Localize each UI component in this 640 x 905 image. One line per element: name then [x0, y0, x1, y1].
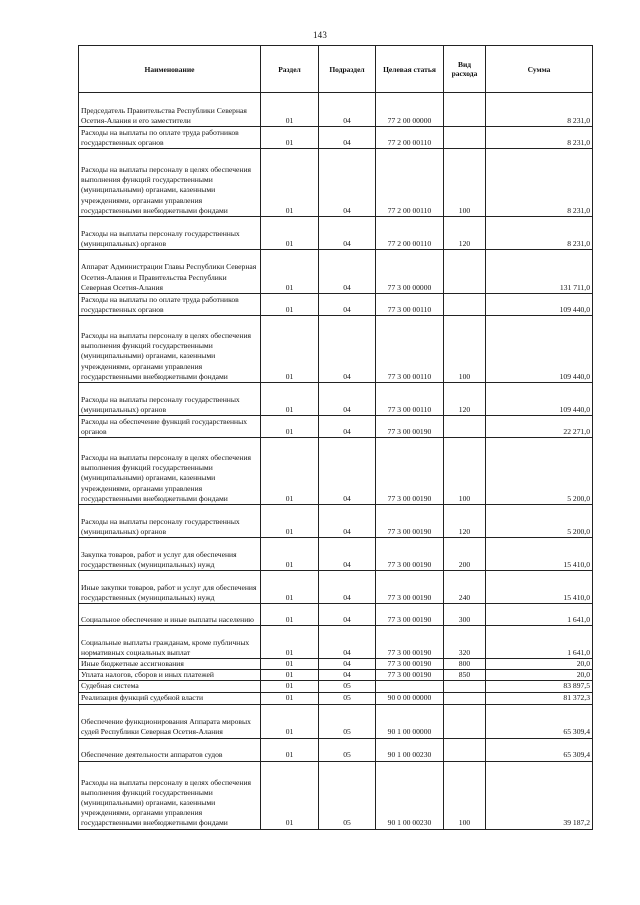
- row-section: 01: [261, 294, 319, 316]
- table-row: [79, 659, 593, 670]
- row-name: Реализация функций судебной власти: [79, 692, 261, 704]
- table-row: [79, 438, 593, 505]
- row-type: 300: [444, 604, 486, 626]
- row-sum: 1 641,0: [486, 626, 593, 659]
- row-sum: 65 309,4: [486, 704, 593, 738]
- row-type: [444, 692, 486, 704]
- row-sum: 65 309,4: [486, 738, 593, 761]
- table-row: [79, 505, 593, 538]
- row-section: 01: [261, 538, 319, 571]
- row-subsection: 04: [319, 659, 376, 670]
- row-name: Закупка товаров, работ и услуг для обеспечения государственных (муниципальных) нужд: [79, 538, 261, 571]
- table-row: [79, 149, 593, 217]
- row-section: 01: [261, 626, 319, 659]
- row-name: Судебная система: [79, 681, 261, 692]
- row-target: 77 3 00 00190: [376, 416, 444, 438]
- row-subsection: 05: [319, 692, 376, 704]
- table-row: [79, 704, 593, 738]
- row-subsection: 04: [319, 604, 376, 626]
- table-row: [79, 127, 593, 149]
- row-type: [444, 127, 486, 149]
- row-name: Обеспечение функционирования Аппарата мировых судей Республики Северная Осетия-Алания: [79, 704, 261, 738]
- column-header-name: Наименование: [79, 46, 261, 93]
- page-number: 143: [312, 30, 328, 40]
- table-row: [79, 604, 593, 626]
- row-type: [444, 294, 486, 316]
- row-type: 320: [444, 626, 486, 659]
- table-row: [79, 294, 593, 316]
- row-subsection: 04: [319, 670, 376, 681]
- row-section: 01: [261, 604, 319, 626]
- table-row: [79, 670, 593, 681]
- row-subsection: 05: [319, 681, 376, 692]
- row-sum: 8 231,0: [486, 217, 593, 250]
- row-name: Социальные выплаты гражданам, кроме публичных нормативных социальных выплат: [79, 626, 261, 659]
- row-section: 01: [261, 127, 319, 149]
- table-row: [79, 692, 593, 704]
- row-name: Расходы на обеспечение функций государственных органов: [79, 416, 261, 438]
- column-header-section: Раздел: [261, 46, 319, 93]
- row-type: 100: [444, 316, 486, 383]
- row-type: [444, 681, 486, 692]
- row-type: [444, 704, 486, 738]
- row-subsection: 04: [319, 316, 376, 383]
- row-target: 77 3 00 00190: [376, 438, 444, 505]
- row-type: [444, 416, 486, 438]
- table-row: [79, 761, 593, 829]
- row-sum: 20,0: [486, 659, 593, 670]
- row-name: Иные бюджетные ассигнования: [79, 659, 261, 670]
- row-section: 01: [261, 692, 319, 704]
- column-header-sum: Сумма: [486, 46, 593, 93]
- row-subsection: 05: [319, 704, 376, 738]
- row-subsection: 04: [319, 93, 376, 127]
- row-name: Председатель Правительства Республики Северная Осетия-Алания и его заместители: [79, 93, 261, 127]
- row-target: 77 3 00 00110: [376, 316, 444, 383]
- row-type: 100: [444, 438, 486, 505]
- row-section: 01: [261, 93, 319, 127]
- row-name: Расходы на выплаты персоналу в целях обеспечения выполнения функций государственными (муниципальными) органами, казенными учреждениями, органами управления государственными внебюджетными фондами: [79, 438, 261, 505]
- row-target: 77 3 00 00110: [376, 383, 444, 416]
- row-name: Обеспечение деятельности аппаратов судов: [79, 738, 261, 761]
- row-sum: 8 231,0: [486, 127, 593, 149]
- row-subsection: 05: [319, 761, 376, 829]
- row-name: Иные закупки товаров, работ и услуг для обеспечения государственных (муниципальных) нужд: [79, 571, 261, 604]
- row-type: 120: [444, 383, 486, 416]
- row-subsection: 04: [319, 571, 376, 604]
- row-target: 77 2 00 00110: [376, 217, 444, 250]
- row-section: 01: [261, 217, 319, 250]
- row-name: Расходы на выплаты персоналу государственных (муниципальных) органов: [79, 383, 261, 416]
- row-section: 01: [261, 659, 319, 670]
- row-subsection: 04: [319, 383, 376, 416]
- table-row: [79, 538, 593, 571]
- row-name: Расходы на выплаты персоналу в целях обеспечения выполнения функций государственными (муниципальными) органами, казенными учреждениями, органами управления государственными внебюджетными фондами: [79, 761, 261, 829]
- column-header-type: Вид расхода: [444, 46, 486, 93]
- budget-table: [78, 45, 593, 830]
- row-name: Уплата налогов, сборов и иных платежей: [79, 670, 261, 681]
- row-type: 120: [444, 505, 486, 538]
- table-row: [79, 738, 593, 761]
- row-name: Расходы на выплаты по оплате труда работников государственных органов: [79, 294, 261, 316]
- row-target: 77 3 00 00000: [376, 250, 444, 294]
- row-sum: 131 711,0: [486, 250, 593, 294]
- row-section: 01: [261, 761, 319, 829]
- row-sum: 8 231,0: [486, 93, 593, 127]
- row-subsection: 04: [319, 416, 376, 438]
- row-subsection: 04: [319, 538, 376, 571]
- row-type: 120: [444, 217, 486, 250]
- table-row: [79, 571, 593, 604]
- row-subsection: 05: [319, 738, 376, 761]
- row-target: 77 3 00 00190: [376, 538, 444, 571]
- row-type: 100: [444, 149, 486, 217]
- row-target: 77 3 00 00190: [376, 571, 444, 604]
- table-row: [79, 416, 593, 438]
- row-section: 01: [261, 149, 319, 217]
- row-name: Расходы на выплаты персоналу государственных (муниципальных) органов: [79, 217, 261, 250]
- row-name: Социальное обеспечение и иные выплаты населению: [79, 604, 261, 626]
- row-target: 77 3 00 00110: [376, 294, 444, 316]
- row-section: 01: [261, 571, 319, 604]
- table-row: [79, 316, 593, 383]
- row-target: 90 1 00 00230: [376, 738, 444, 761]
- table-row: [79, 217, 593, 250]
- row-sum: 20,0: [486, 670, 593, 681]
- row-target: 77 3 00 00190: [376, 604, 444, 626]
- row-sum: 8 231,0: [486, 149, 593, 217]
- row-subsection: 04: [319, 217, 376, 250]
- row-target: 77 3 00 00190: [376, 659, 444, 670]
- column-header-subsection: Подраздел: [319, 46, 376, 93]
- row-section: 01: [261, 438, 319, 505]
- row-name: Расходы на выплаты по оплате труда работников государственных органов: [79, 127, 261, 149]
- row-section: 01: [261, 316, 319, 383]
- row-sum: 83 897,5: [486, 681, 593, 692]
- row-sum: 39 187,2: [486, 761, 593, 829]
- row-target: 90 1 00 00000: [376, 704, 444, 738]
- row-type: 800: [444, 659, 486, 670]
- table-row: [79, 626, 593, 659]
- row-sum: 109 440,0: [486, 294, 593, 316]
- row-subsection: 04: [319, 149, 376, 217]
- row-target: 77 3 00 00190: [376, 505, 444, 538]
- row-section: 01: [261, 681, 319, 692]
- row-type: 850: [444, 670, 486, 681]
- row-sum: 15 410,0: [486, 538, 593, 571]
- row-sum: 22 271,0: [486, 416, 593, 438]
- row-sum: 109 440,0: [486, 383, 593, 416]
- row-type: [444, 250, 486, 294]
- row-sum: 15 410,0: [486, 571, 593, 604]
- row-name: Расходы на выплаты персоналу государственных (муниципальных) органов: [79, 505, 261, 538]
- row-type: [444, 738, 486, 761]
- table-row: [79, 93, 593, 127]
- row-sum: 81 372,3: [486, 692, 593, 704]
- table-row: [79, 250, 593, 294]
- row-subsection: 04: [319, 505, 376, 538]
- row-sum: 109 440,0: [486, 316, 593, 383]
- row-section: 01: [261, 704, 319, 738]
- row-section: 01: [261, 416, 319, 438]
- row-name: Расходы на выплаты персоналу в целях обеспечения выполнения функций государственными (муниципальными) органами, казенными учреждениями, органами управления государственными внебюджетными фондами: [79, 149, 261, 217]
- row-section: 01: [261, 383, 319, 416]
- row-target: [376, 681, 444, 692]
- row-target: 90 1 00 00230: [376, 761, 444, 829]
- row-subsection: 04: [319, 294, 376, 316]
- row-name: Аппарат Администрации Главы Республики Северная Осетия-Алания и Правительства Республики Северная Осетия-Алания: [79, 250, 261, 294]
- column-header-target: Целевая статья: [376, 46, 444, 93]
- row-target: 77 3 00 00190: [376, 670, 444, 681]
- row-type: 100: [444, 761, 486, 829]
- row-type: 200: [444, 538, 486, 571]
- row-target: 77 2 00 00110: [376, 127, 444, 149]
- table-header-row: [79, 46, 593, 93]
- table-row: [79, 681, 593, 692]
- row-target: 77 2 00 00110: [376, 149, 444, 217]
- row-type: 240: [444, 571, 486, 604]
- row-section: 01: [261, 250, 319, 294]
- row-sum: 5 200,0: [486, 505, 593, 538]
- row-subsection: 04: [319, 438, 376, 505]
- row-subsection: 04: [319, 626, 376, 659]
- row-target: 77 3 00 00190: [376, 626, 444, 659]
- row-subsection: 04: [319, 127, 376, 149]
- row-type: [444, 93, 486, 127]
- row-target: 77 2 00 00000: [376, 93, 444, 127]
- row-sum: 5 200,0: [486, 438, 593, 505]
- row-section: 01: [261, 505, 319, 538]
- table-row: [79, 383, 593, 416]
- row-section: 01: [261, 670, 319, 681]
- row-name: Расходы на выплаты персоналу в целях обеспечения выполнения функций государственными (муниципальными) органами, казенными учреждениями, органами управления государственными внебюджетными фондами: [79, 316, 261, 383]
- row-target: 90 0 00 00000: [376, 692, 444, 704]
- row-subsection: 04: [319, 250, 376, 294]
- row-section: 01: [261, 738, 319, 761]
- row-sum: 1 641,0: [486, 604, 593, 626]
